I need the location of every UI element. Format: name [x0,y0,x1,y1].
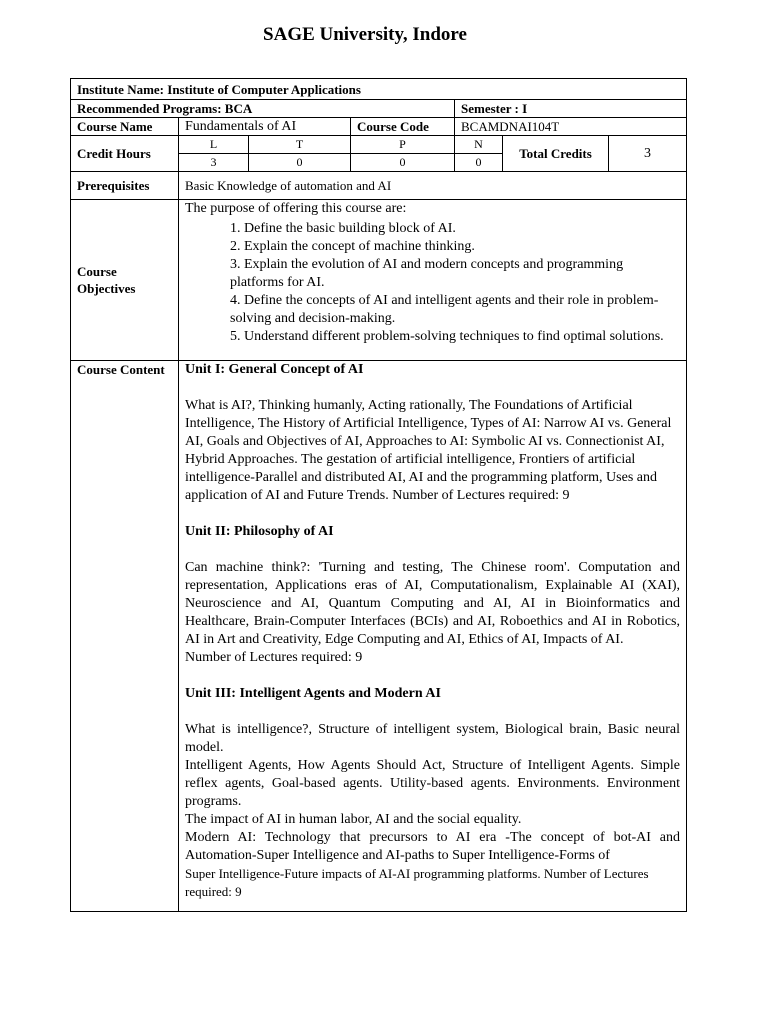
programs-label: Recommended Programs: [77,101,222,116]
content-row [71,361,687,912]
prerequisites-value: Basic Knowledge of automation and AI [179,172,687,200]
objectives-list [230,220,680,346]
objectives-intro: The purpose of offering this course are: [185,201,407,216]
course-content-cell [179,361,687,912]
credit-value-l: 3 [179,154,249,172]
institute-value: Institute of Computer Applications [167,81,361,97]
unit-2-lectures: Number of Lectures required: 9 [185,650,363,665]
total-credits-label: Total Credits [503,136,609,172]
institute-label: Institute Name: [77,81,165,97]
programs-value: BCA [224,101,253,116]
credit-header-p: P [351,136,455,154]
objective-item: 2. Explain the concept of machine thinking. [230,239,475,254]
objectives-row [71,200,687,361]
course-name-row [71,118,687,136]
objective-item: 4. Define the concepts of AI and intelligent agents and their role in problem-solving and decision-making. [230,293,659,326]
credit-header-t: T [249,136,351,154]
unit-3-para-5: Super Intelligence-Future impacts of AI-AI programming platforms. Number of Lectures required: 9 [185,866,649,899]
course-content-label: Course Content [71,361,179,912]
unit-1-title: Unit I: General Concept of AI [185,362,364,377]
semester-label: Semester : [461,101,519,116]
objectives-cell [179,200,687,361]
unit-3-para-3: The impact of AI in human labor, AI and the social equality. [185,812,522,827]
unit-1-text: What is AI?, Thinking humanly, Acting rationally, The Foundations of Artificial Intelligence, The History of Artificial Intelligence, Types of AI: Narrow AI vs. General AI, Goals and Objectives of AI, Approaches to AI: Symbolic AI vs. Connectionist AI, Hybrid Approaches. The gestation of artificial intelligence, Frontiers of artificial intelligence-Parallel and distributed AI, AI and the programming platform, Uses and application of AI and Future Trends. Number of Lectures required: 9 [185,398,672,503]
objective-item: 5. Understand different problem-solving techniques to find optimal solutions. [230,329,664,344]
prerequisites-label: Prerequisites [71,172,179,200]
programs-row [71,100,687,118]
page-title: SAGE University, Indore [263,24,467,45]
unit-3-para-1: What is intelligence?, Structure of intelligent system, Biological brain, Basic neural model. [185,722,681,755]
credit-value-n: 0 [455,154,503,172]
course-name-value: Fundamentals of AI [179,118,351,136]
prerequisites-row [71,172,687,200]
unit-3-para-4: Modern AI: Technology that precursors to AI era -The concept of bot-AI and Automation-Super Intelligence and AI-paths to Super Intelligence-Forms of [185,830,681,863]
total-credits-value: 3 [609,136,687,172]
objective-item: 1. Define the basic building block of AI. [230,221,456,236]
unit-2-text: Can machine think?: 'Turning and testing, The Chinese room'. Computation and representation, Applications eras of AI, Computationalism, Explainable AI (XAI), Neuroscience and AI, Quantum Computing and AI, AI in Bioinformatics and Healthcare, Brain-Computer Interfaces (BCIs) and AI, Roboethics and AI in Robotics, AI in Art and Creativity, Edge Computing and AI, Ethics of AI, Impacts of AI. [185,560,681,647]
course-name-label: Course Name [71,118,179,136]
unit-3-title: Unit III: Intelligent Agents and Modern AI [185,686,441,701]
credit-value-p: 0 [351,154,455,172]
syllabus-table [70,78,687,912]
semester-value: I [522,101,528,116]
objective-item: 3. Explain the evolution of AI and modern concepts and programming platforms for AI. [230,257,624,290]
objectives-label-line1: Course [77,264,117,279]
credit-header-l: L [179,136,249,154]
course-code-label: Course Code [351,118,455,136]
unit-2-title: Unit II: Philosophy of AI [185,524,334,539]
credit-header-row [71,136,687,154]
course-code-value: BCAMDNAI104T [455,118,687,136]
objectives-label [71,200,179,361]
institute-row [71,79,687,100]
credit-hours-label: Credit Hours [71,136,179,172]
credit-header-n: N [455,136,503,154]
objectives-label-line2: Objectives [77,281,136,296]
unit-3-para-2: Intelligent Agents, How Agents Should Act, Structure of Intelligent Agents. Simple reflex agents, Goal-based agents. Utility-based agents. Environments. Environment programs. [185,758,681,809]
credit-value-t: 0 [249,154,351,172]
